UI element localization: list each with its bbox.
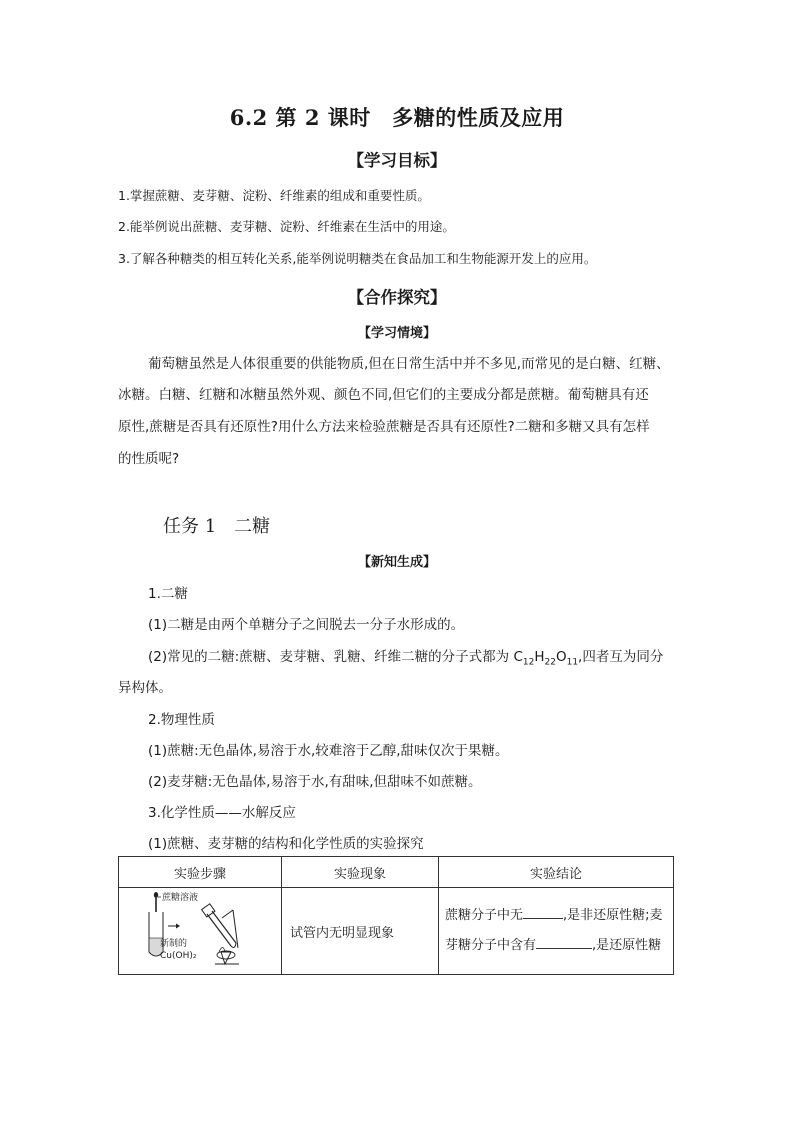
header-phenomenon: 实验现象 xyxy=(282,857,439,888)
page-title: 6.2 第 2 课时 多糖的性质及应用 xyxy=(229,105,565,130)
answer-blank-2[interactable] xyxy=(536,948,592,949)
disaccharide-point-2: (2)常见的二糖:蔗糖、麦芽糖、乳糖、纤维二糖的分子式都为 $C_{12}H_{22}O_{11}$,四者互为同分 xyxy=(148,649,664,668)
physical-properties-heading: 2.物理性质 xyxy=(148,712,215,728)
objective-item-2: 2.能举例说出蔗糖、麦芽糖、淀粉、纤维素在生活中的用途。 xyxy=(118,219,455,234)
table-header-row xyxy=(119,857,674,888)
step-figure-cell xyxy=(119,888,282,975)
experiment-apparatus-figure xyxy=(119,888,281,970)
disaccharide-point-2-cont: 异构体。 xyxy=(118,680,172,696)
situation-line-2: 冰糖。白糖、红糖和冰糖虽然外观、颜色不同,但它们的主要成分都是蔗糖。葡萄糖具有还 xyxy=(118,387,649,403)
header-steps: 实验步骤 xyxy=(119,857,282,888)
chemical-properties-heading: 3.化学性质——水解反应 xyxy=(148,805,296,821)
test-tube-icon xyxy=(149,912,163,956)
figure-label-fresh: 新制的 xyxy=(160,939,188,949)
figure-label-sucrose: 蔗糖溶液 xyxy=(162,893,199,903)
new-knowledge-heading: 【新知生成】 xyxy=(357,555,436,570)
dropper-icon xyxy=(154,892,158,912)
task-1-title: 任务 1 二糖 xyxy=(163,516,271,537)
inquiry-heading: 【合作探究】 xyxy=(347,288,447,307)
situation-heading: 【学习情境】 xyxy=(357,326,436,341)
disaccharide-point-1: (1)二糖是由两个单糖分子之间脱去一分子水形成的。 xyxy=(148,617,465,633)
experiment-table xyxy=(118,856,674,975)
situation-line-1: 葡萄糖虽然是人体很重要的供能物质,但在日常生活中并不多见,而常见的是白糖、红糖、 xyxy=(148,356,670,372)
answer-blank-1[interactable] xyxy=(523,918,563,919)
objective-item-3: 3.了解各种糖类的相互转化关系,能举例说明糖类在食品加工和生物能源开发上的应用。 xyxy=(118,251,597,266)
conclusion-cell: 蔗糖分子中无 ,是非还原性糖;麦 芽糖分子中含有 ,是还原性糖 xyxy=(439,888,674,975)
disaccharide-heading: 1.二糖 xyxy=(148,586,188,602)
sucrose-physical: (1)蔗糖:无色晶体,易溶于水,较难溶于乙醇,甜味仅次于果糖。 xyxy=(148,743,509,759)
objectives-heading: 【学习目标】 xyxy=(347,151,447,170)
heating-apparatus-icon xyxy=(202,904,239,964)
maltose-physical: (2)麦芽糖:无色晶体,易溶于水,有甜味,但甜味不如蔗糖。 xyxy=(148,774,482,790)
header-conclusion: 实验结论 xyxy=(439,857,674,888)
phenomenon-cell: 试管内无明显现象 xyxy=(282,888,439,975)
situation-line-4: 的性质呢? xyxy=(118,451,180,467)
experiment-intro: (1)蔗糖、麦芽糖的结构和化学性质的实验探究 xyxy=(148,836,424,852)
situation-line-3: 原性,蔗糖是否具有还原性?用什么方法来检验蔗糖是否具有还原性?二糖和多糖又具有怎样 xyxy=(118,419,650,435)
figure-label-cuoh2: Cu(OH)₂ xyxy=(160,951,197,961)
table-row xyxy=(119,888,674,975)
objective-item-1: 1.掌握蔗糖、麦芽糖、淀粉、纤维素的组成和重要性质。 xyxy=(118,188,430,203)
